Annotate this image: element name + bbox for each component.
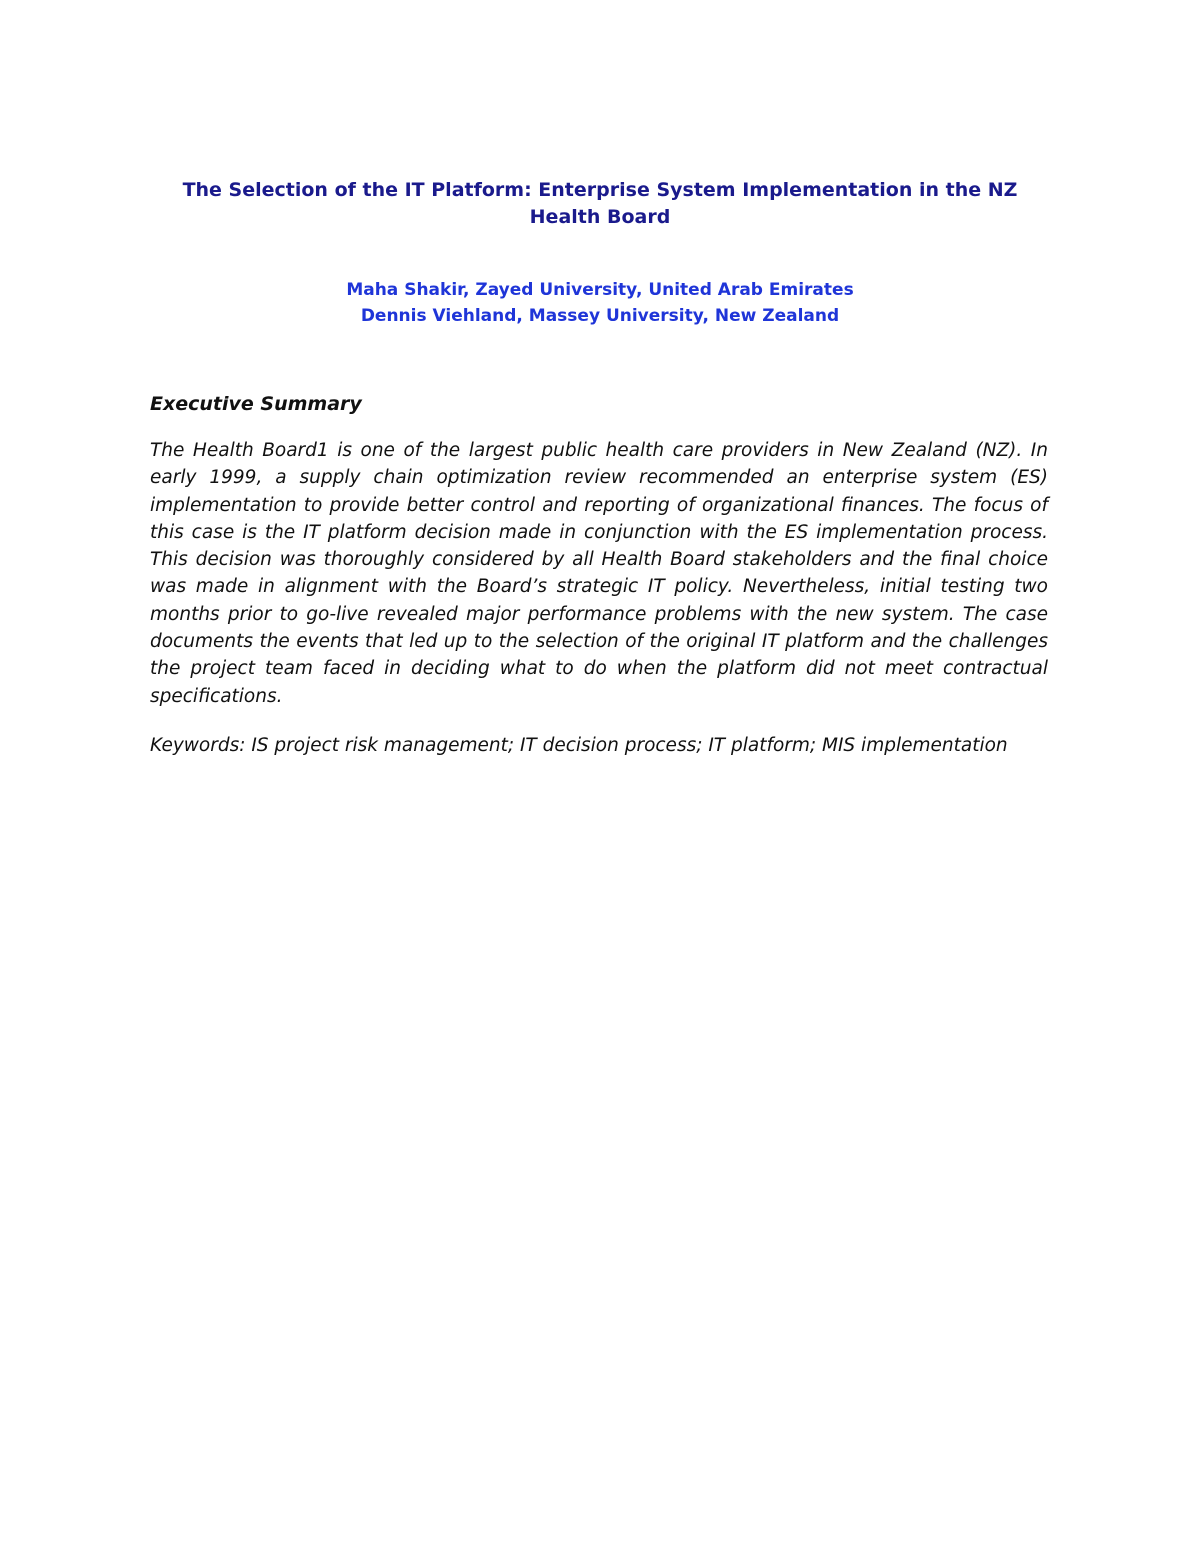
keywords-paragraph: Keywords: IS project risk management; IT decision process; IT platform; MIS implementation [150, 735, 1008, 756]
abstract-paragraph: The Health Board1 is one of the largest public health care providers in New Zealand (NZ). In early 1999, a supply chain optimization review recommended an enterprise system (ES) implementation to provide better control and reporting of organizational finances. The focus of this case is the IT platform decision made in conjunction with the ES implementation process. This decision was thoroughly considered by all Health Board stakeholders and the final choice was made in alignment with the Board’s strategic IT policy. Nevertheless, initial testing two months prior to go-live revealed major performance problems with the new system. The case documents the events that led up to the selection of the original IT platform and the challenges the project team faced in deciding what to do when the platform did not meet contractual specifications. [150, 440, 1048, 707]
section-heading-executive-summary: Executive Summary [150, 393, 362, 415]
author-line: Dennis Viehland, Massey University, New Zealand [360, 306, 840, 326]
author-line: Maha Shakir, Zayed University, United Arab Emirates [346, 280, 854, 300]
author-list [150, 277, 1050, 329]
paper-title: The Selection of the IT Platform: Enterprise System Implementation in the NZ Health Board [182, 179, 1018, 228]
